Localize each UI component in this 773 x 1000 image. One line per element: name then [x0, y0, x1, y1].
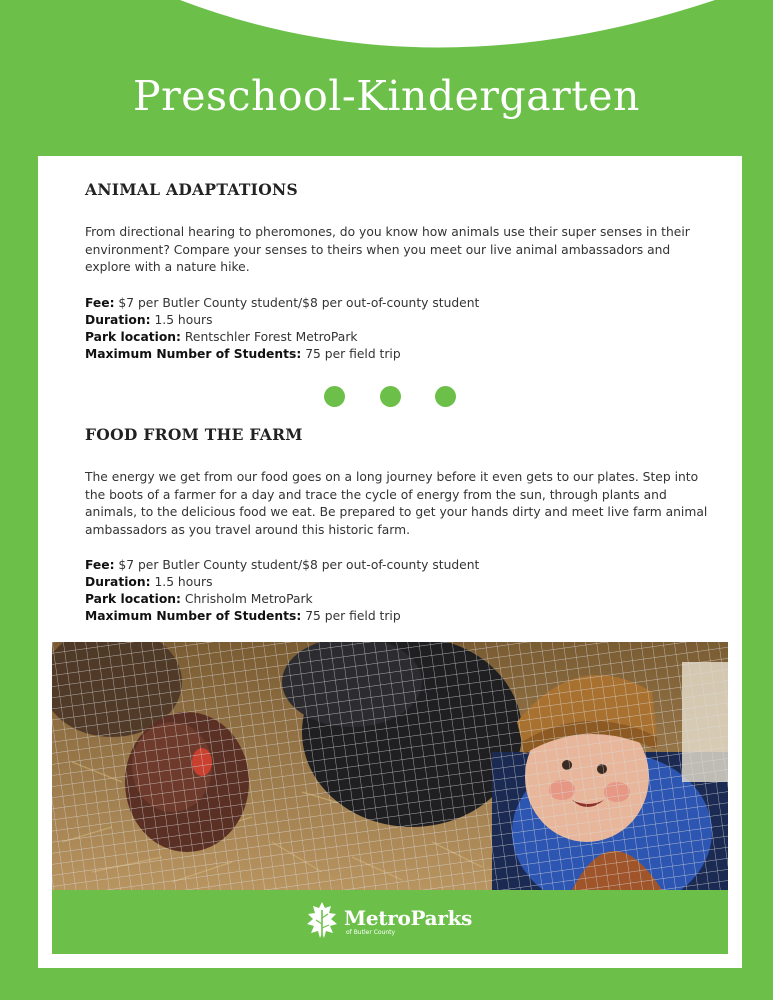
max-students-line: [85, 608, 713, 625]
fee-line: [85, 557, 713, 574]
fee-label: Fee:: [85, 558, 115, 572]
logo-text: [344, 907, 472, 937]
max-students-value: 75 per field trip: [305, 609, 401, 623]
program-description: The energy we get from our food goes on a long journey before it even gets to our plates. Step into the boots of a farmer for a day and trace the cycle of energy from the sun, through plants and animals, to the delicious food we eat. Be prepared to get your hands dirty and meet live farm animal ambassadors as you travel around this historic farm.: [85, 470, 708, 537]
oak-leaf-icon: [304, 900, 340, 944]
duration-label: Duration:: [85, 312, 151, 327]
location-label: Park location:: [85, 329, 181, 344]
location-label: Park location:: [85, 592, 181, 606]
max-students-label: Maximum Number of Students:: [85, 346, 302, 361]
program-animal-adaptations: [85, 180, 713, 363]
program-description: From directional hearing to pheromones, do you know how animals use their super senses in their environment? Compare your senses to theirs when you meet our live animal ambassadors and explore with a nature hike.: [85, 225, 690, 274]
max-students-value: 75 per field trip: [305, 346, 401, 361]
top-wave: [0, 0, 773, 60]
max-students-line: [85, 346, 713, 363]
duration-line: [85, 574, 713, 591]
location-value: Chrisholm MetroPark: [184, 592, 313, 606]
max-students-label: Maximum Number of Students:: [85, 609, 302, 623]
duration-line: [85, 312, 713, 329]
fee-value: $7 per Butler County student/$8 per out-of-county student: [118, 295, 480, 310]
location-line: [85, 591, 713, 608]
page-title: Preschool-Kindergarten: [133, 72, 640, 120]
duration-value: 1.5 hours: [154, 312, 213, 327]
location-line: [85, 329, 713, 346]
divider-dot: [324, 386, 345, 407]
fee-label: Fee:: [85, 295, 115, 310]
section-title: FOOD FROM THE FARM: [85, 425, 303, 444]
footer-band: [52, 890, 728, 954]
program-details: [85, 557, 713, 625]
divider-dot: [435, 386, 456, 407]
section-title: ANIMAL ADAPTATIONS: [85, 180, 298, 199]
program-food-from-the-farm: [85, 425, 713, 625]
fee-line: [85, 295, 713, 312]
content-card: [38, 156, 742, 968]
logo-subtitle: of Butler County: [346, 929, 396, 936]
section-divider-dots: [324, 386, 456, 408]
farm-photo-illustration: [52, 642, 728, 890]
logo-name: MetroParks: [344, 906, 473, 930]
fee-value: $7 per Butler County student/$8 per out-of-county student: [118, 558, 480, 572]
divider-dot: [380, 386, 401, 407]
location-value: Rentschler Forest MetroPark: [184, 329, 358, 344]
metroparks-logo: [304, 898, 472, 946]
farm-photo: [52, 642, 728, 890]
duration-value: 1.5 hours: [154, 575, 213, 589]
duration-label: Duration:: [85, 575, 151, 589]
program-details: [85, 295, 713, 363]
